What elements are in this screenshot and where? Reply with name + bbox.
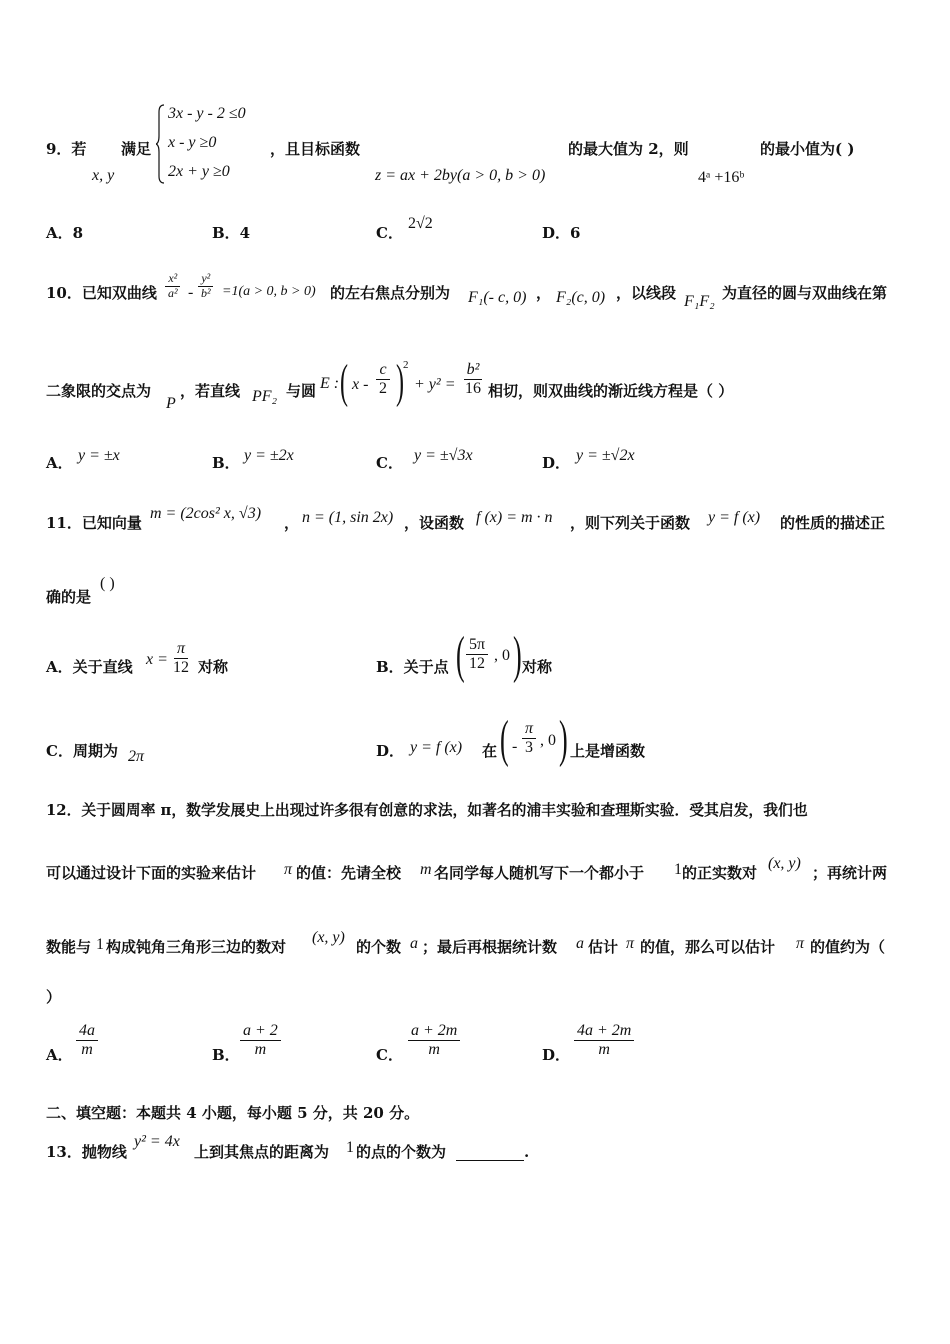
q10-curve-frac-x bbox=[165, 272, 181, 301]
q12-option-a-num: 4a bbox=[76, 1022, 98, 1041]
q10-curve-a2: a² bbox=[168, 285, 178, 300]
q9-objective: z = ax + 2by(a > 0, b > 0) bbox=[375, 167, 546, 184]
q13-lead: 13．抛物线 bbox=[46, 1143, 127, 1161]
q9-mid: ，且目标函数 bbox=[270, 140, 361, 158]
q11-yfx: y = f (x) bbox=[708, 509, 761, 526]
q9-satisfy: 满足 bbox=[121, 140, 152, 158]
q10-option-d-math: y = ±√2x bbox=[576, 447, 635, 464]
q9-expr: 4ᵃ +16ᵇ bbox=[698, 169, 745, 186]
q10-curve-y2: y² bbox=[198, 272, 213, 287]
q13-t2: 的点的个数为 bbox=[356, 1143, 447, 1161]
q11-option-d-frac bbox=[522, 720, 536, 758]
q10-curve-x2: x² bbox=[165, 272, 180, 287]
q12-option-a-den: m bbox=[81, 1041, 93, 1059]
q12-option-b-num: a + 2 bbox=[240, 1022, 281, 1041]
q11-line2: 确的是 bbox=[46, 588, 92, 606]
q12-option-c: C． bbox=[376, 1046, 403, 1064]
q9-vars: x, y bbox=[92, 167, 115, 184]
q10-option-b: B． bbox=[212, 454, 240, 472]
q10-line2-d: 相切，则双曲线的渐近线方程是（ ） bbox=[488, 382, 734, 400]
q11-option-d-tail: 上是增函数 bbox=[570, 742, 646, 760]
q10-t1: 的左右焦点分别为 bbox=[330, 284, 451, 302]
q11-option-b-rparen: ) bbox=[513, 627, 522, 684]
q13-t1: 上到其焦点的距离为 bbox=[194, 1143, 330, 1161]
q12-l3c: 的个数 bbox=[356, 938, 402, 956]
q10-f1: F₁(- c, 0) bbox=[468, 289, 527, 306]
q11-option-a-den: 12 bbox=[173, 659, 189, 677]
q10-option-c: C． bbox=[376, 454, 403, 472]
q11-option-a-num: π bbox=[174, 640, 188, 659]
q11-lead: 11．已知向量 bbox=[46, 514, 142, 532]
q10-circle-plus: + y² = bbox=[414, 376, 456, 393]
q11-option-d: D． bbox=[376, 742, 405, 760]
q9-option-c: C． bbox=[376, 224, 403, 242]
q12-l2a: 可以通过设计下面的实验来估计 bbox=[46, 864, 257, 882]
q10-comma: ， bbox=[536, 284, 552, 302]
q11-option-b: B．关于点 bbox=[376, 658, 449, 676]
q10-curve-minus: - bbox=[188, 284, 194, 301]
q10-circle-frac-b bbox=[462, 361, 484, 399]
q12-pi-2: π bbox=[626, 935, 635, 952]
q11-option-a-tail: 对称 bbox=[198, 658, 229, 676]
q10-circle-rparen: ) bbox=[396, 355, 404, 408]
q12-option-d-num: 4a + 2m bbox=[574, 1022, 634, 1041]
q11-option-a-lhs: x = bbox=[146, 651, 168, 668]
q11-option-d-num: π bbox=[522, 720, 536, 739]
q11-option-b-frac bbox=[466, 636, 488, 674]
q10-curve-tail: =1(a > 0, b > 0) bbox=[222, 284, 316, 299]
q11-t3: 的性质的描述正 bbox=[780, 514, 886, 532]
q12-option-c-num: a + 2m bbox=[408, 1022, 460, 1041]
q9-option-d: D．6 bbox=[542, 224, 581, 242]
q11-option-d-lparen: ( bbox=[500, 711, 509, 768]
q10-circle-x: x - bbox=[352, 376, 369, 393]
q9-ineq-2: x - y ≥0 bbox=[168, 134, 217, 151]
q12-one-1: 1 bbox=[674, 861, 682, 878]
q11-option-a-frac bbox=[170, 640, 192, 678]
q11-option-a: A．关于直线 bbox=[46, 658, 133, 676]
q12-pair-1: (x, y) bbox=[768, 855, 801, 872]
q11-t2: ，则下列关于函数 bbox=[570, 514, 691, 532]
q12-option-b: B． bbox=[212, 1046, 240, 1064]
q12-line1: 12．关于圆周率 π，数学发展史上出现过许多很有创意的求法，如著名的浦丰实验和查理斯实验．受其启发，我们也 bbox=[46, 802, 808, 819]
q12-l2e: ；再统计两 bbox=[812, 864, 888, 882]
q12-l2c: 名同学每人随机写下一个都小于 bbox=[434, 864, 645, 882]
q12-option-d-frac bbox=[574, 1022, 634, 1060]
q10-circle-c: c bbox=[376, 361, 389, 380]
q9-min-text: 的最小值为( ) bbox=[760, 140, 855, 158]
q11-m-vector: m = (2cos² x, √3) bbox=[150, 505, 262, 522]
q9-option-a: A．8 bbox=[46, 224, 84, 242]
q9-ineq-1: 3x - y - 2 ≤0 bbox=[168, 105, 246, 122]
q11-option-d-rparen: ) bbox=[559, 711, 568, 768]
q10-option-a-math: y = ±x bbox=[78, 447, 120, 464]
q10-pf2: PF₂ bbox=[252, 388, 278, 405]
q11-option-b-den: 12 bbox=[469, 655, 486, 673]
q11-option-b-lparen: ( bbox=[456, 627, 465, 684]
q12-a-1: a bbox=[410, 935, 418, 952]
q12-pi-1: π bbox=[284, 861, 293, 878]
q11-option-b-num: 5π bbox=[466, 636, 488, 655]
q12-option-d: D． bbox=[542, 1046, 571, 1064]
q10-circle-b2: b² bbox=[464, 361, 483, 380]
q11-option-b-tail: 对称 bbox=[522, 658, 553, 676]
q11-option-b-zero: , 0 bbox=[494, 647, 510, 664]
q12-l2b: 的值：先请全校 bbox=[296, 864, 402, 882]
q11-option-c: C．周期为 bbox=[46, 742, 118, 760]
q12-option-c-frac bbox=[408, 1022, 460, 1060]
section-heading: 二、填空题：本题共 4 小题，每小题 5 分，共 20 分。 bbox=[46, 1104, 420, 1122]
q12-l3f: 的值，那么可以估计 bbox=[640, 938, 776, 956]
q12-pi-3: π bbox=[796, 935, 805, 952]
q12-l3d: ；最后再根据统计数 bbox=[422, 938, 558, 956]
q12-l3g: 的值约为（ bbox=[810, 938, 886, 956]
q12-option-d-den: m bbox=[598, 1041, 610, 1059]
q9-option-c-math: 2√2 bbox=[408, 215, 433, 232]
q11-t1: ，设函数 bbox=[404, 514, 465, 532]
q11-fx: f (x) = m · n bbox=[476, 509, 553, 526]
q9-max-text: 的最大值为 2，则 bbox=[568, 140, 689, 158]
q12-one-2: 1 bbox=[96, 936, 104, 953]
q12-pair-2: (x, y) bbox=[312, 929, 345, 946]
q10-circle-sq: 2 bbox=[403, 359, 409, 371]
q10-circle-16: 16 bbox=[465, 380, 481, 398]
q12-line4: ） bbox=[46, 988, 62, 1006]
q10-t2: ，以线段 bbox=[616, 284, 677, 302]
q10-option-b-math: y = ±2x bbox=[244, 447, 294, 464]
q10-option-d: D． bbox=[542, 454, 571, 472]
q10-line2-a: 二象限的交点为 bbox=[46, 382, 152, 400]
q12-l3b: 构成钝角三角形三边的数对 bbox=[106, 938, 287, 956]
q10-line2-c: 与圆 bbox=[286, 382, 317, 400]
q10-line2-b: ，若直线 bbox=[180, 382, 241, 400]
q10-curve-b2: b² bbox=[201, 285, 211, 300]
q10-lead: 10．已知双曲线 bbox=[46, 284, 157, 302]
q13-one: 1 bbox=[346, 1139, 354, 1156]
q13-end: . bbox=[524, 1143, 530, 1161]
q12-l3a: 数能与 bbox=[46, 938, 92, 956]
q12-option-b-den: m bbox=[254, 1041, 267, 1059]
q10-option-c-math: y = ±√3x bbox=[414, 447, 473, 464]
q12-l3e: 估计 bbox=[588, 938, 619, 956]
q10-option-a: A． bbox=[46, 454, 73, 472]
q10-f2: F₂(c, 0) bbox=[556, 289, 606, 306]
q11-option-d-den: 3 bbox=[525, 739, 533, 757]
q9-ineq-3: 2x + y ≥0 bbox=[168, 163, 230, 180]
q11-option-c-math: 2π bbox=[128, 748, 145, 765]
q10-point-p: P bbox=[166, 395, 176, 412]
q13-equation: y² = 4x bbox=[134, 1133, 180, 1150]
q12-a-2: a bbox=[576, 935, 584, 952]
q10-circle-two: 2 bbox=[379, 380, 387, 398]
q11-paren: ( ) bbox=[100, 575, 115, 592]
q10-circle-lparen: ( bbox=[340, 355, 348, 408]
q11-option-d-zero: , 0 bbox=[540, 732, 556, 749]
q9-brace bbox=[156, 104, 166, 184]
q10-curve-frac-y bbox=[198, 272, 214, 301]
q11-n-vector: n = (1, sin 2x) bbox=[302, 509, 394, 526]
q12-l2d: 的正实数对 bbox=[682, 864, 758, 882]
q13-answer-blank[interactable] bbox=[456, 1148, 524, 1161]
q11-option-d-in: 在 bbox=[482, 742, 498, 760]
q12-option-b-frac bbox=[240, 1022, 281, 1060]
q10-seg: F₁F₂ bbox=[684, 293, 715, 310]
q9-lead: 9．若 bbox=[46, 140, 87, 158]
q12-m: m bbox=[420, 861, 432, 878]
q12-option-a: A． bbox=[46, 1046, 73, 1064]
q11-comma: ， bbox=[284, 514, 300, 532]
q10-circle-frac bbox=[376, 361, 390, 399]
q9-option-b: B．4 bbox=[212, 224, 251, 242]
q11-option-d-minus: - bbox=[512, 738, 518, 755]
q12-option-a-frac bbox=[76, 1022, 98, 1060]
q10-t3: 为直径的圆与双曲线在第 bbox=[722, 284, 888, 302]
q10-circle-e: E : bbox=[320, 375, 340, 392]
q11-option-d-math: y = f (x) bbox=[410, 739, 463, 756]
q12-option-c-den: m bbox=[428, 1041, 440, 1059]
